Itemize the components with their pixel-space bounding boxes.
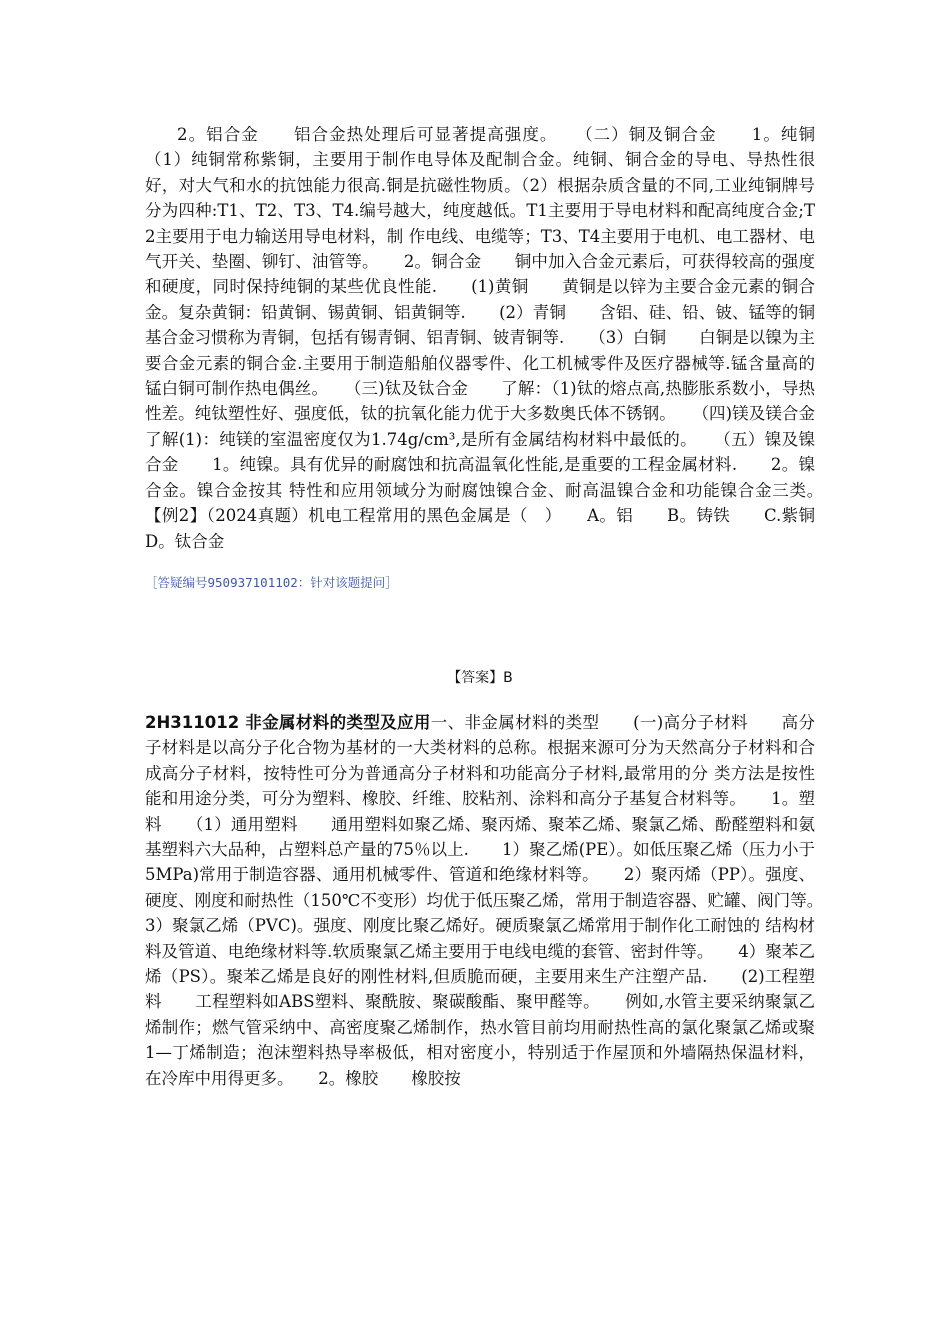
metal-materials-paragraph: 2。铝合金 铝合金热处理后可显著提高强度。 （二）铜及铜合金 1。纯铜 （1）纯铜常称紫铜，主要用于制作电导体及配制合金。纯铜、铜合金的导电、导热性很好，对大气和水的抗蚀能力很高.铜是抗磁性物质。（2）根据杂质含量的不同,工业纯铜牌号分为四种:T1、T2、T3、T4.编号越大，纯度越低。T1主要用于导电材料和配高纯度合金;T2主要用于电力输送用导电材料，制 作电线、电缆等；T3、T4主要用于电机、电工器材、电气开关、垫圈、铆钉、油管等。 2。铜合金 铜中加入合金元素后，可获得较高的强度和硬度，同时保持纯铜的某些优良性能. (1)黄铜 黄铜是以锌为主要合金元素的铜合金。复杂黄铜：铅黄铜、锡黄铜、铝黄铜等. (2）青铜 含铝、硅、铅、铍、锰等的铜基合金习惯称为青铜，包括有锡青铜、铝青铜、铍青铜等. （3）白铜 白铜是以镍为主要合金元素的铜合金.主要用于制造船舶仪器零件、化工机械零件及医疗器械等.锰含量高的锰白铜可制作热电偶丝。 （三)钛及钛合金 了解：（1)钛的熔点高,热膨胀系数小，导热性差。纯钛塑性好、强度低，钛的抗氧化能力优于大多数奥氏体不锈钢。 （四)镁及镁合金 了解(1)：纯镁的室温密度仅为1.74g/cm³,是所有金属结构材料中最低的。 （五）镍及镍合金 1。纯镍。具有优异的耐腐蚀和抗高温氧化性能,是重要的工程金属材料. 2。镍合金。镍合金按其 特性和应用领域分为耐腐蚀镍合金、耐高温镍合金和功能镍合金三类。 【例2】（2024真题）机电工程常用的黑色金属是（ ） A。铝 B。铸铁 C.紫铜 D。钛合金 [145, 125, 848, 551]
document-page [145, 122, 848, 1091]
section-heading: 2H311012 非金属材料的类型及应用 [145, 712, 431, 732]
nonmetal-section [145, 710, 848, 1091]
nonmetal-materials-paragraph: 一、非金属材料的类型 (一)高分子材料 高分子材料是以高分子化合物为基材的一大类材料的总称。根据来源可分为天然高分子材料和合成高分子材料，按特性可分为普通高分子材料和功能高分子材料,最常用的分 类方法是按性能和用途分类，可分为塑料、橡胶、纤维、胶粘剂、涂料和高分子基复合材料等。 1。塑料 （1）通用塑料 通用塑料如聚乙烯、聚丙烯、聚苯乙烯、聚氯乙烯、酚醛塑料和氨基塑料六大品种，占塑料总产量的75％以上. 1）聚乙烯(PE）。如低压聚乙烯（压力小于5MPa)常用于制造容器、通用机械零件、管道和绝缘材料等。 2）聚丙烯（PP）。强度、硬度、刚度和耐热性（150℃不变形）均优于低压聚乙烯，常用于制造容器、贮罐、阀门等。 3）聚氯乙烯（PVC)。强度、刚度比聚乙烯好。硬质聚氯乙烯常用于制作化工耐蚀的 结构材料及管道、电绝缘材料等.软质聚氯乙烯主要用于电线电缆的套管、密封件等。 4）聚苯乙烯（PS）。聚苯乙烯是良好的刚性材料,但质脆而硬，主要用来生产注塑产品. (2)工程塑料 工程塑料如ABS塑料、聚酰胺、聚碳酸酯、聚甲醛等。 例如,水管主要采纳聚氯乙烯制作；燃气管采纳中、高密度聚乙烯制作，热水管目前均用耐热性高的氯化聚氯乙烯或聚1—丁烯制造；泡沫塑料热导率极低，相对密度小，特别适于作屋顶和外墙隔热保温材料，在冷库中用得更多。 2。橡胶 橡胶按 [145, 712, 848, 1088]
qa-question-link[interactable]: ［答疑编号950937101102：针对该题提问］ [145, 574, 398, 590]
answer-label: 【答案】B [447, 669, 513, 686]
